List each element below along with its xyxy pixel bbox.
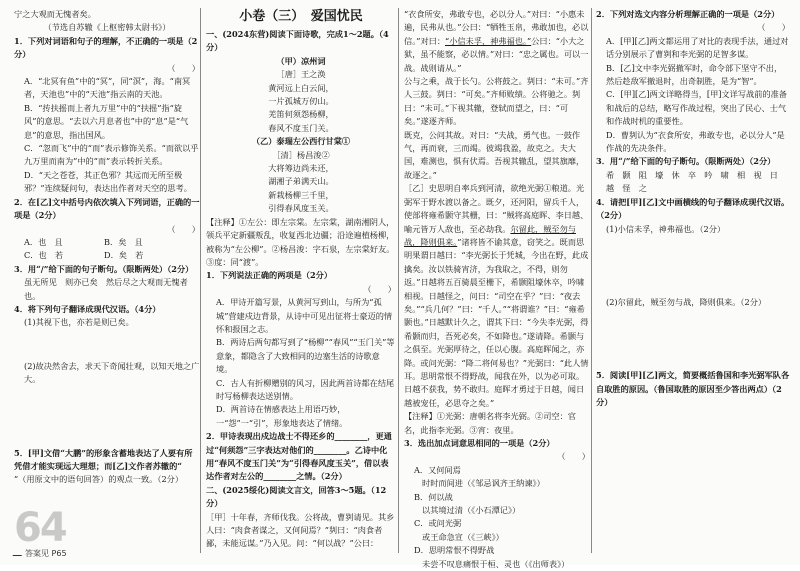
- answer-space[interactable]: [14, 387, 200, 447]
- column-2: [206, 8, 396, 551]
- passage-text: 既克，公问其故。对曰：“夫战，勇气也。一鼓作气，再而衰，三而竭。彼竭我盈，故克之。夫大国，难测也，惧有伏焉。吾视其辙乱，望其旗靡，故逐之。”: [404, 129, 585, 180]
- option-a: A．[甲][乙]两文都运用了对比的表现手法，通过对话分别展示了曹刿和李光弼的足智多谋。: [606, 35, 789, 60]
- question-head: 4．请把[甲][乙]文中画横线的句子翻译成现代汉语。（2分）: [596, 196, 790, 221]
- answer-paren[interactable]: （ ）: [167, 223, 200, 234]
- question-1-head: 1．下列对词语和句子的理解，不正确的一项是（2分）: [14, 35, 198, 60]
- option-c: C．也 若: [24, 250, 64, 261]
- part-2-intro: 二、(2025绥化)阅读文言文，回答3～5题。（12分）: [206, 484, 387, 509]
- question-5-tail: ”（用原文中的语句回答）的观点一致。（2分）: [14, 474, 184, 485]
- punctuation-sentence: 虽无所见 则亦已矣 然后尽之大观而无愧者也。: [24, 277, 188, 301]
- question-3-head: 3．用“/”给下面的句子断句。（限断两处）（2分）: [14, 263, 194, 274]
- section-title: 小卷（三） 爱国忧民: [239, 9, 363, 24]
- question-3-head: 3．选出加点词意思相同的一项是（2分）: [404, 438, 555, 448]
- poem-line: 春风不度玉门关。: [268, 122, 334, 133]
- option-b: B．何以战: [414, 491, 453, 502]
- question-head: 3．用“/”给下面的句子断句。（限断两处）（2分）: [596, 156, 776, 167]
- annotation: 【注释】①光弼：唐朝名将李光弼。②司空：官名，此指李光弼。③宵：夜里。: [404, 411, 576, 435]
- translate-item: (2)故决然舍去，求天下奇闻壮观，以知天地之广大。: [24, 360, 200, 385]
- answer-reference: 答案见 P65: [14, 548, 67, 559]
- option-a: A．甲诗开篇写景，从黄河写到山，与所为“孤城”营建戍边背景，从诗中可见出征将士豪迈的情怀和报国之志。: [216, 297, 393, 334]
- option-d: D．思明常恨不得野战: [414, 545, 495, 556]
- option-a: A．也 且: [24, 236, 63, 247]
- option-b: B．“抟扶摇而上者九万里”中的“扶摇”指“旋风”的意思。“去以六月息者也”中的“息”是“气息”的意思，指出国风。: [24, 102, 189, 140]
- option-d: D．两首诗在情感表达上用语巧妙，一“怨”一“引”，形象地表达了情绪。: [216, 404, 348, 428]
- option-c: C．“忽而飞”中的“而”表示修饰关系。“而欲以乎九万里而南为”中的“而”表示转折关系。: [24, 143, 199, 167]
- option-d: D．曹刿认为“衣食所安，弗敢专也，必以分人”是作战的先决条件。: [606, 129, 785, 154]
- poem-line: 湖湘子弟满天山。: [268, 176, 334, 187]
- poem-line: 一片孤城万仞山。: [268, 96, 334, 107]
- underlined-sentence: “小信未孚，神弗福也。”: [445, 35, 532, 46]
- underlined-sentence: 尔留此，贼至勿与战，降则俱来。: [404, 223, 576, 247]
- poem-line: 羌笛何须怨杨柳，: [268, 109, 334, 120]
- answer-paren[interactable]: （ ）: [363, 283, 396, 294]
- question-2-head: 2．在[乙]文中括号内依次填入下列词语，正确的一项是（2分）: [14, 196, 200, 221]
- answer-space[interactable]: [596, 309, 790, 369]
- column-3: [404, 8, 590, 571]
- annotation: 【注释】①左公：即左宗棠。左宗棠，湖南湘阴人，领兵平定新疆叛乱，收复西北边疆；沿途遍植杨柳，被称为“左公柳”。②杨昌浚：字石泉，左宗棠好友。③度：同“渡”。: [206, 216, 395, 267]
- question-4-head: 4．将下列句子翻译成现代汉语。（4分）: [14, 303, 161, 314]
- option-b: B．[乙]文中李光弼撤军时，命令部下坚守不出，然后趁敌军撤退时，出奇制胜，是为“智”。: [606, 62, 783, 87]
- option-a: A．“北冥有鱼”中的“冥”，同“溟”，海。“南冥者，天池也”中的“天池”指云南的天池。: [24, 76, 191, 100]
- answer-space[interactable]: [596, 236, 790, 296]
- passage-yi: ［乙］史思明自率兵到河清，欲绝光弼①粮道。光弼军于野水渡以备之。既夕，还河阳，留兵千人，使部将雍希颢守其栅，曰：“贼将高庭晖、李日越、喻元皆万人敌也，至必劫我。: [404, 183, 589, 234]
- punctuation-sentence: 希 颢 阻 壕 休 卒 吟 啸 相 视 日 越 怪 之: [606, 169, 787, 194]
- poem-author: ［清］杨昌浚②: [272, 149, 330, 160]
- passage-jia: ［甲］十年春，齐师伐我。公将战，曹刿请见。其乡人曰：“肉食者谋之，又何间焉？”刿曰：“肉食者鄙，未能远谋。”乃入见。问：“何以战？”公曰：: [206, 511, 395, 549]
- question-1-head: 1．下列说法正确的两项是（2分）: [206, 270, 333, 281]
- option-c: C．古人有折柳赠别的风习，因此两首诗都在结尾时写杨柳表达送别情。: [216, 377, 395, 401]
- passage-text: ”诸将皆不谕其意，窃笑之。既而思明果谓日越曰：“李光弼长于凭城，今出在野，此成擒矣。汝以铁骑宵济，为我取之，不得，则勿返。”日越将五百骑晨至栅下，希颢阻壕休卒，吟啸相视。日越怪之，问曰：“司空在乎？”曰：“夜去矣。”“兵几何？”曰：“千人。”“将谓谁？”曰：“雍希颢也。”日越默计久之，谓其下曰：“今失李光弼，得希颢而归，吾死必矣，不如降也。”遂请降。希颢与之俱至。光弼厚待之，任以心腹。高庭晖闻之，亦降。或问光弼：“降二将何易也？”光弼曰：“此人情耳。思明常恨不得野战，闻我在外，以为必可取。日越不获我，势不敢归。庭晖才勇过于日越，闻日越被宠任，必思夺之矣。”: [404, 236, 589, 408]
- column-1: [14, 8, 200, 487]
- column-divider: [200, 8, 201, 553]
- option-d: D．“天之苍苍，其正色邪？其远而无所至极邪？”连续疑问句，表达出作者对天空的思考。: [24, 169, 192, 194]
- answer-paren[interactable]: （ ）: [167, 62, 200, 73]
- column-4: [596, 8, 790, 410]
- page-number: 64: [14, 505, 66, 551]
- poem-title: （甲）凉州词: [276, 55, 326, 66]
- text-line: 宁之大观而无愧者矣。: [14, 9, 96, 19]
- question-head: 2．下列对选文内容分析理解正确的一项是（2分）: [596, 9, 780, 19]
- poem-line: 引得春风度玉关。: [268, 203, 334, 214]
- poem-line: 新栽杨柳三千里，: [268, 189, 334, 200]
- option-b-compare: 以其境过清（《小石潭记》）: [422, 505, 521, 516]
- pen-icon: [13, 548, 25, 556]
- option-a: A．又何间焉: [414, 464, 461, 475]
- passage-text: 公与之乘，战于长勺。公将鼓之。刿曰：“未可。”齐人三鼓。刿曰：“可矣。”齐师败绩。公将驰之。刿曰：“未可。”下视其辙，登轼而望之，曰：“可矣。”遂逐齐师。: [404, 76, 589, 127]
- translate-item: (1)其视下也，亦若是则已矣。: [24, 317, 134, 328]
- column-divider: [398, 8, 399, 553]
- option-c: C．或问光弼: [414, 518, 462, 529]
- answer-paren[interactable]: （ ）: [757, 22, 790, 33]
- source-citation: （节选自苏辙《上枢密韩太尉书》）: [43, 22, 171, 33]
- question-2-head: 2．甲诗表现出戍边战士不得还乡的________，更通过“何须怨”三字表达对他们的________。乙诗中化用“春风不度玉门关”为“引得春风度玉关”，借以表达作者对左公的________之情。（2分）: [206, 431, 392, 482]
- answer-paren[interactable]: （ ）: [557, 451, 590, 462]
- option-b: B．两诗后两句都写到了“杨柳”“春风”“玉门关”等意象，都隐含了大致相同的边塞生活的诗歌意境。: [216, 337, 395, 375]
- option-d-compare: 未尝不叹息痛恨于桓、灵也（《出师表》）: [422, 558, 570, 569]
- poem-author: ［唐］王之涣: [276, 69, 326, 80]
- translate-item: (2)尔留此，贼至勿与战，降则俱来。（2分）: [606, 296, 767, 307]
- passage-text: 公曰：“小大之狱，虽不能察，必以情。”对曰：“忠之属也。可以一战。战则请从。”: [404, 35, 589, 73]
- option-a-compare: 时时而间进（《邹忌讽齐王纳谏》）: [422, 478, 545, 489]
- translate-item: (1)小信未孚，神弗福也。（2分）: [606, 223, 726, 234]
- passage-text: “衣食所安，弗敢专也，必以分人。”对曰：“小惠未遍，民弗从也。”公曰：“牺牲玉帛，弗敢加也，必以信。”对曰：: [404, 9, 589, 46]
- option-d: D．矣 若: [104, 250, 144, 261]
- option-c: C．[甲][乙]两文详略得当，[甲]文详写战前的准备和战后的总结，略写作战过程，突出了民心、士气和作战时机的重要性。: [606, 89, 787, 127]
- question-5-head: 5．[甲]文借“大鹏”的形象含蓄地表达了人要有所凭借才能实现远大理想；而[乙]文作者苏辙的“: [14, 447, 193, 471]
- section-intro: 一、(2024东营)阅读下面诗歌，完成1～2题。（4分）: [206, 29, 389, 53]
- option-c-compare: 或王命急宣（《三峡》）: [422, 531, 504, 542]
- option-b: B．矣 且: [104, 236, 143, 247]
- column-divider: [591, 8, 592, 553]
- poem-line: 大将筹边尚未还，: [268, 163, 334, 174]
- poem-title: （乙）泰瑞左公西行甘棠①: [251, 136, 351, 147]
- question-head: 5．阅读[甲][乙]两文，简要概括鲁国和李光弼军队各自取胜的原因。（鲁国取胜的原因至少答出两点）（2分）: [596, 370, 790, 408]
- answer-space[interactable]: [14, 330, 200, 360]
- poem-line: 黄河远上白云间，: [268, 82, 334, 93]
